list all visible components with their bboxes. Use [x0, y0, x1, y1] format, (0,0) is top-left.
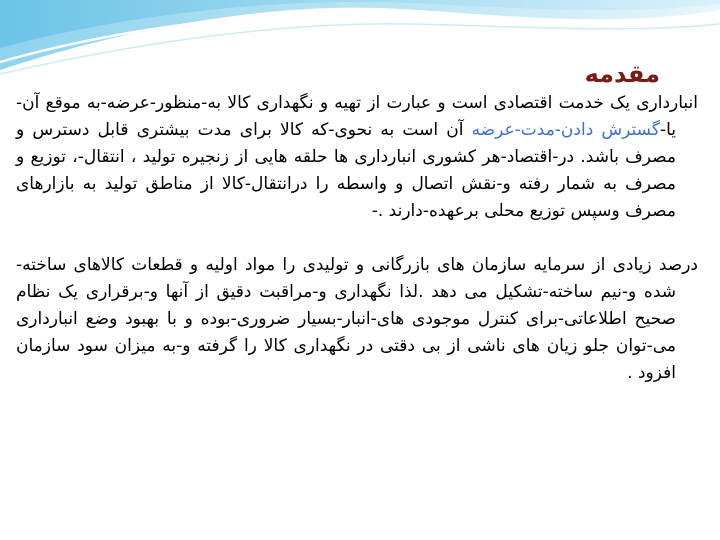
- paragraph-intro-before: انبارداری یک خدمت اقتصادی است و عبارت از تهیه و نگهداری کالا به-منظور-عرضه-به موقع آن-یا-: [16, 93, 698, 140]
- paragraph-intro: [16, 90, 698, 225]
- highlighted-phrase: گسترش دادن-مدت-عرضه: [471, 120, 660, 140]
- slide-title: مقدمه: [584, 60, 660, 88]
- slide-body: [16, 90, 698, 387]
- paragraph-second: درصد زیادی از سرمایه سازمان های بازرگانی و تولیدی را مواد اولیه و قطعات کالاهای ساخته-شده و-نیم ساخته-تشکیل می دهد .لذا نگهداری و-مراقبت دقیق از آنها و-برقراری یک نظام صحیح اطلاعاتی-برای کنترل موجودی های-انبار-بسیار ضروری-بوده و با بهبود وضع انبارداری می-توان جلو زیان های ناشی از بی دقتی در نگهداری کالا را گرفته و-به میزان سود سازمان افزود .: [16, 255, 698, 383]
- paragraph-intro-after: آن است به نحوی-که کالا برای مدت بیشتری قابل دسترس و مصرف باشد. در-اقتصاد-هر کشوری انبارداری ها حلقه هایی از زنجیره تولید ، انتقال-، توزیع و مصرف به شمار رفته و-نقش اتصال و واسطه را درانتقال-کالا از مناطق تولید به بازارهای مصرف وسپس توزیع محلی برعهده-دارند .-: [16, 120, 676, 221]
